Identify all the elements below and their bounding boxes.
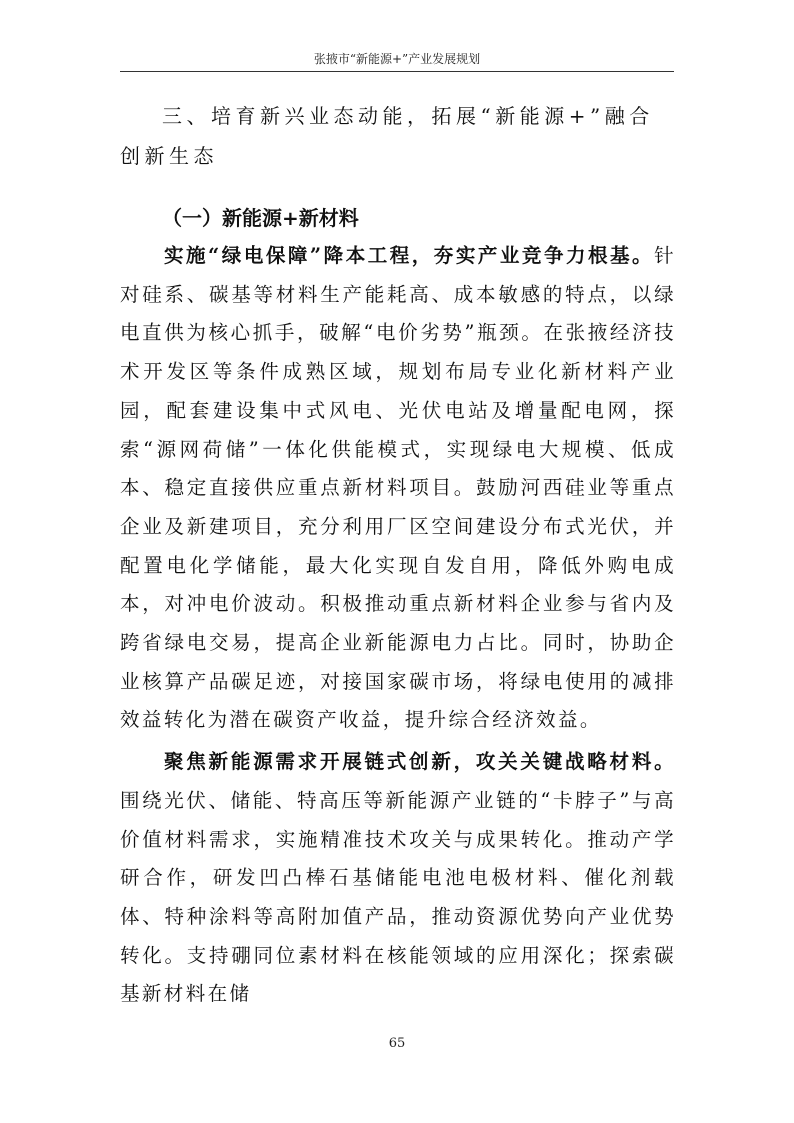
paragraph-lead: 实施“绿电保障”降本工程，夯实产业竞争力根基。	[164, 244, 655, 267]
running-header: 张掖市“新能源+”产业发展规划	[120, 50, 674, 72]
paragraph-green-power	[120, 237, 676, 740]
paragraph-body: 围绕光伏、储能、特高压等新能源产业链的“卡脖子”与高价值材料需求，实施精准技术攻关与成果转化。推动产学研合作，研发凹凸棒石基储能电池电极材料、催化剂载体、特种涂料等高附加值产品，推动资源优势向产业优势转化。支持硼同位素材料在核能领域的应用深化；探索碳基新材料在储	[120, 788, 676, 1006]
page-number: 65	[388, 1036, 406, 1051]
paragraph-lead: 聚焦新能源需求开展链式创新，攻关关键战略材料。	[164, 750, 676, 774]
section-title: 三、培育新兴业态动能，拓展“新能源+”融合创新生态	[120, 104, 654, 168]
document-body	[120, 96, 676, 1014]
paragraph-body: 针对硅系、碳基等材料生产能耗高、成本敏感的特点，以绿电直供为核心抓手，破解“电价劣势”瓶颈。在张掖经济技术开发区等条件成熟区域，规划布局专业化新材料产业园，配套建设集中式风电、光伏电站及增量配电网，探索“源网荷储”一体化供能模式，实现绿电大规模、低成本、稳定直接供应重点新材料项目。鼓励河西硅业等重点企业及新建项目，充分利用厂区空间建设分布式光伏，并配置电化学储能，最大化实现自发自用，降低外购电成本，对冲电价波动。积极推动重点新材料企业参与省内及跨省绿电交易，提高企业新能源电力占比。同时，协助企业核算产品碳足迹，对接国家碳市场，将绿电使用的减排效益转化为潜在碳资产收益，提升综合经济效益。	[120, 244, 676, 732]
paragraph-chain-innovation	[120, 743, 676, 1014]
subsection-title: （一）新能源+新材料	[162, 206, 359, 230]
